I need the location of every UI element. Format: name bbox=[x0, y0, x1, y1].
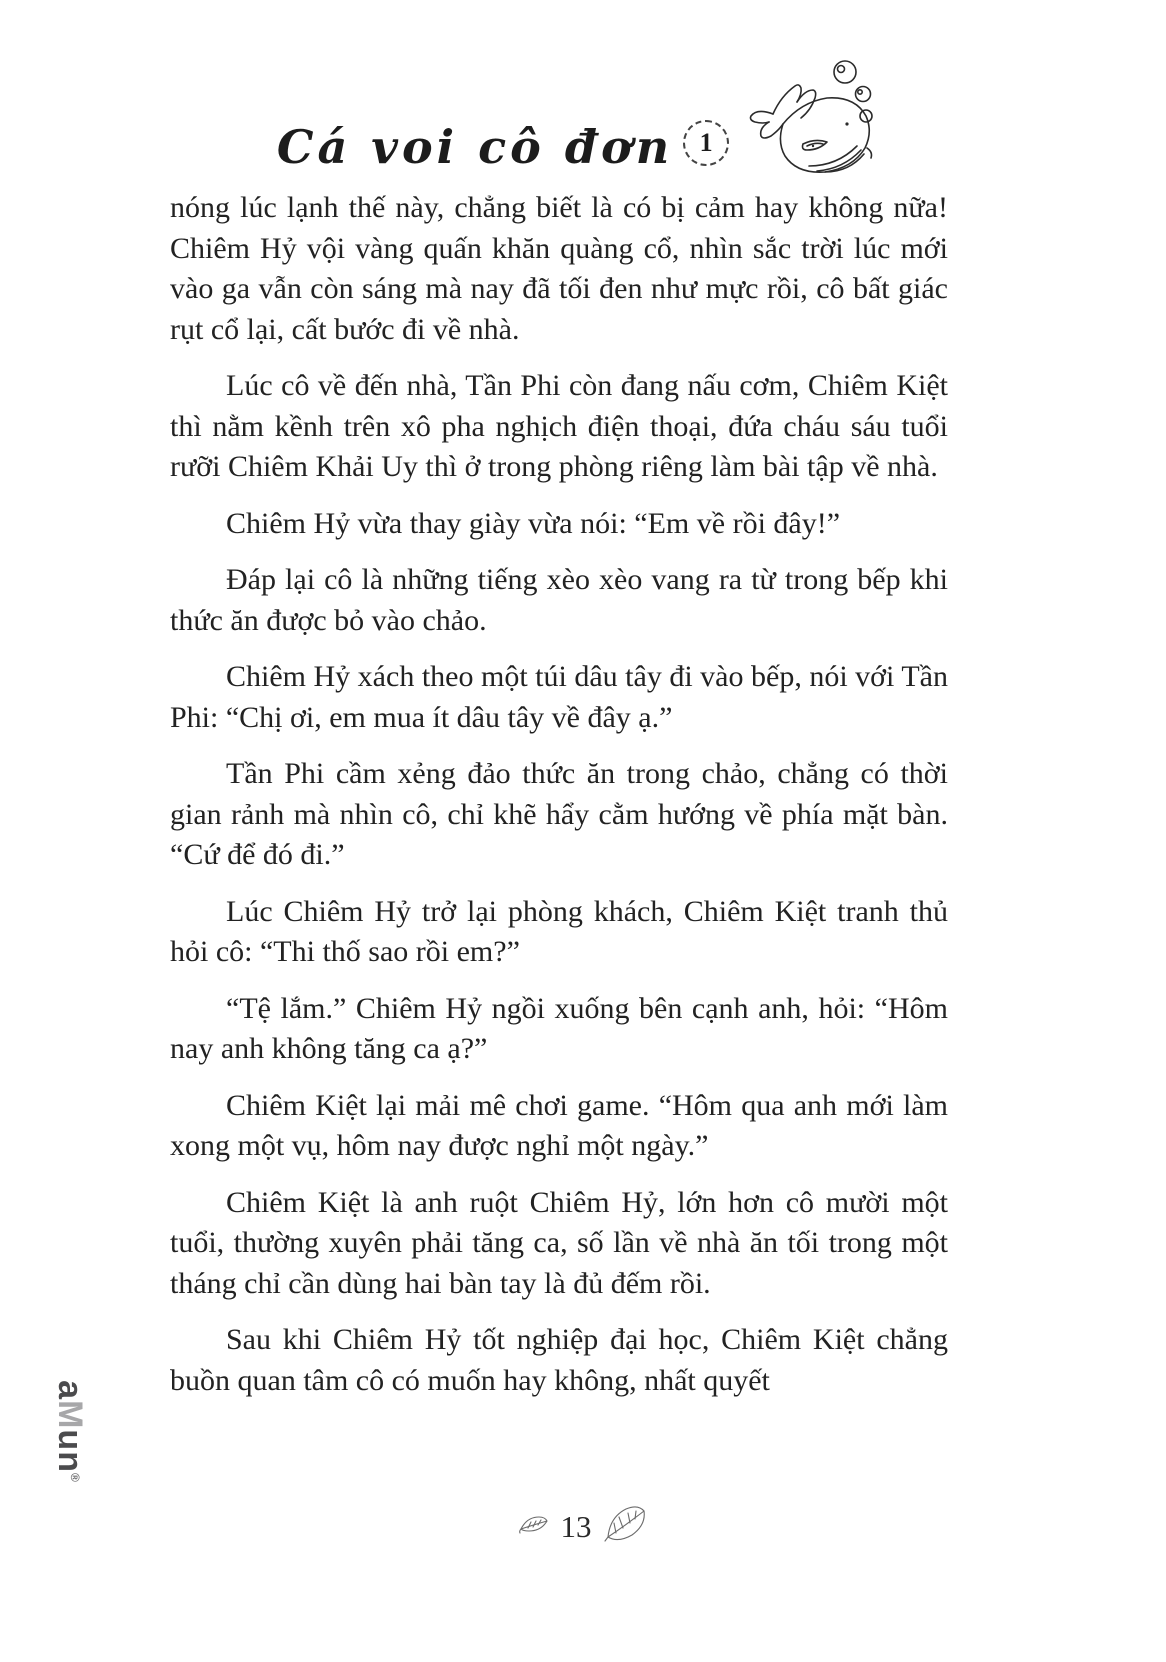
whale-illustration-icon bbox=[739, 50, 889, 188]
logo-letter-a: a bbox=[50, 1380, 89, 1401]
paragraph: Chiêm Hỷ xách theo một túi dâu tây đi vào bếp, nói với Tần Phi: “Chị ơi, em mua ít dâu tây về đây ạ.” bbox=[170, 660, 948, 734]
chapter-number: 1 bbox=[699, 128, 713, 157]
paragraph: nóng lúc lạnh thế này, chẳng biết là có bị cảm hay không nữa! Chiêm Hỷ vội vàng quấn khăn quàng cổ, nhìn sắc trời lúc mới vào ga vẫn còn sáng mà nay đã tối đen như mực rồi, cô bất giác rụt cổ lại, cất bước đi về nhà. bbox=[170, 191, 948, 346]
paragraph: Tần Phi cầm xẻng đảo thức ăn trong chảo, chẳng có thời gian rảnh mà nhìn cô, chỉ khẽ hẩy cằm hướng về phía mặt bàn. “Cứ để đó đi.” bbox=[170, 757, 948, 871]
publisher-logo bbox=[50, 1380, 89, 1483]
logo-letters-un: un bbox=[50, 1429, 89, 1473]
page-number: 13 bbox=[560, 1509, 592, 1544]
registered-mark-icon: ® bbox=[68, 1472, 83, 1483]
leaf-right-icon bbox=[604, 1505, 648, 1548]
page-footer bbox=[0, 1505, 1166, 1548]
logo-letter-m: M bbox=[50, 1400, 89, 1430]
page-header bbox=[0, 48, 1166, 188]
paragraph: Đáp lại cô là những tiếng xèo xèo vang ra từ trong bếp khi thức ăn được bỏ vào chảo. bbox=[170, 563, 948, 637]
body-text bbox=[170, 188, 948, 1417]
paragraph: Lúc Chiêm Hỷ trở lại phòng khách, Chiêm Kiệt tranh thủ hỏi cô: “Thi thố sao rồi em?” bbox=[170, 894, 948, 968]
paragraph: “Tệ lắm.” Chiêm Hỷ ngồi xuống bên cạnh anh, hỏi: “Hôm nay anh không tăng ca ạ?” bbox=[170, 991, 948, 1065]
chapter-title: Cá voi cô đơn bbox=[276, 120, 674, 174]
paragraph: Sau khi Chiêm Hỷ tốt nghiệp đại học, Chiêm Kiệt chẳng buồn quan tâm cô có muốn hay không, nhất quyết bbox=[170, 1323, 948, 1397]
paragraph: Chiêm Kiệt lại mải mê chơi game. “Hôm qua anh mới làm xong một vụ, hôm nay được nghỉ một ngày.” bbox=[170, 1088, 948, 1162]
paragraph: Lúc cô về đến nhà, Tần Phi còn đang nấu cơm, Chiêm Kiệt thì nằm kềnh trên xô pha nghịch điện thoại, đứa cháu sáu tuổi rưỡi Chiêm Khải Uy thì ở trong phòng riêng làm bài tập về nhà. bbox=[170, 369, 948, 483]
paragraph: Chiêm Kiệt là anh ruột Chiêm Hỷ, lớn hơn cô mười một tuổi, thường xuyên phải tăng ca, số lần về nhà ăn tối trong một tháng chỉ cần dùng hai bàn tay là đủ đếm rồi. bbox=[170, 1185, 948, 1300]
chapter-number-badge bbox=[683, 120, 729, 166]
leaf-left-icon bbox=[519, 1513, 549, 1540]
paragraph: Chiêm Hỷ vừa thay giày vừa nói: “Em về rồi đây!” bbox=[226, 506, 841, 540]
